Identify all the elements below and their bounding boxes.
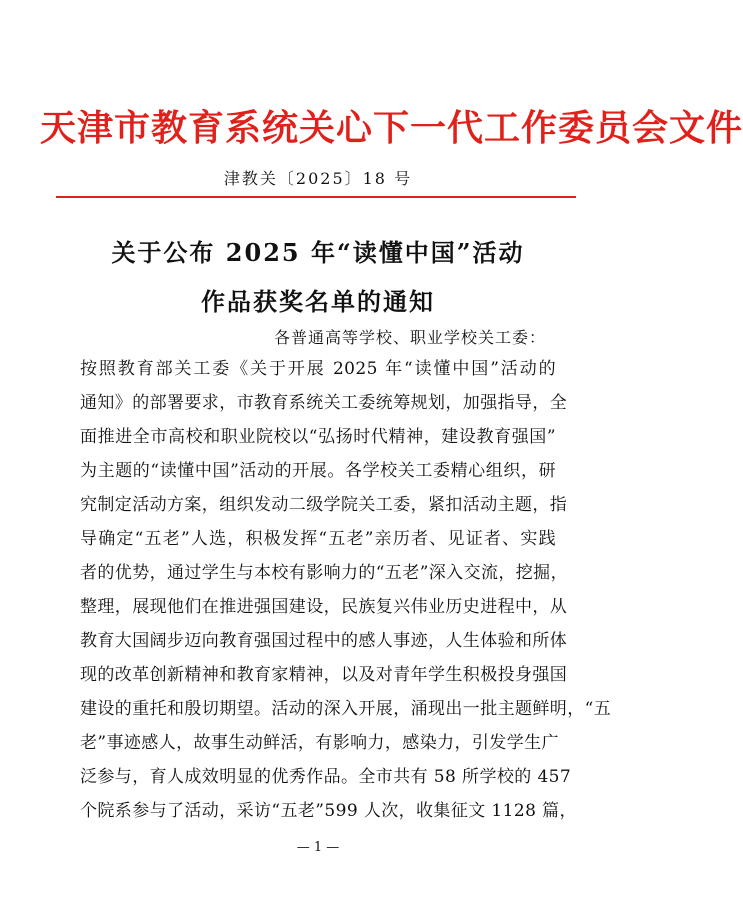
body-line: 通知》的部署要求，市教育系统关工委统筹规划，加强指导，全	[80, 393, 568, 413]
body-line: 现的改革创新精神和教育家精神，以及对青年学生积极投身强国	[80, 665, 568, 685]
body-line: 建设的重托和殷切期望。活动的深入开展，涌现出一批主题鲜明，“五	[80, 699, 612, 719]
body-line: 老”事迹感人，故事生动鲜活，有影响力，感染力，引发学生广	[80, 733, 559, 753]
body-line: 导确定“五老”人选，积极发挥“五老”亲历者、见证者、实践	[80, 529, 556, 549]
body-line: 究制定活动方案，组织发动二级学院关工委，紧扣活动主题，指	[80, 495, 568, 515]
body-line: 按照教育部关工委《关于开展 2025 年“读懂中国”活动的	[80, 359, 556, 379]
body-paragraph	[80, 352, 612, 828]
document-number: 津教关〔2025〕18 号	[223, 169, 413, 188]
body-line: 整理，展现他们在推进强国建设，民族复兴伟业历史进程中，从	[80, 597, 568, 617]
body-line: 教育大国阔步迈向教育强国过程中的感人事迹，人生体验和所体	[80, 631, 568, 651]
body-line: 个院系参与了活动，采访“五老”599 人次，收集征文 1128 篇，	[80, 801, 577, 821]
red-divider-line	[56, 196, 576, 198]
masthead-title: 天津市教育系统关心下一代工作委员会文件	[40, 107, 743, 149]
body-line: 泛参与，育人成效明显的优秀作品。全市共有 58 所学校的 457	[80, 767, 572, 787]
salutation: 各普通高等学校、职业学校关工委：	[274, 328, 547, 347]
body-line: 为主题的“读懂中国”活动的开展。各学校关工委精心组织，研	[80, 461, 556, 481]
notice-title-line-1: 关于公布 2025 年“读懂中国”活动	[111, 238, 525, 267]
body-line: 者的优势，通过学生与本校有影响力的“五老”深入交流，挖掘，	[80, 563, 568, 583]
body-line: 面推进全市高校和职业院校以“弘扬时代精神，建设教育强国”	[80, 427, 556, 447]
notice-title-line-2: 作品获奖名单的通知	[201, 287, 435, 316]
page-number: — 1 —	[296, 840, 340, 855]
